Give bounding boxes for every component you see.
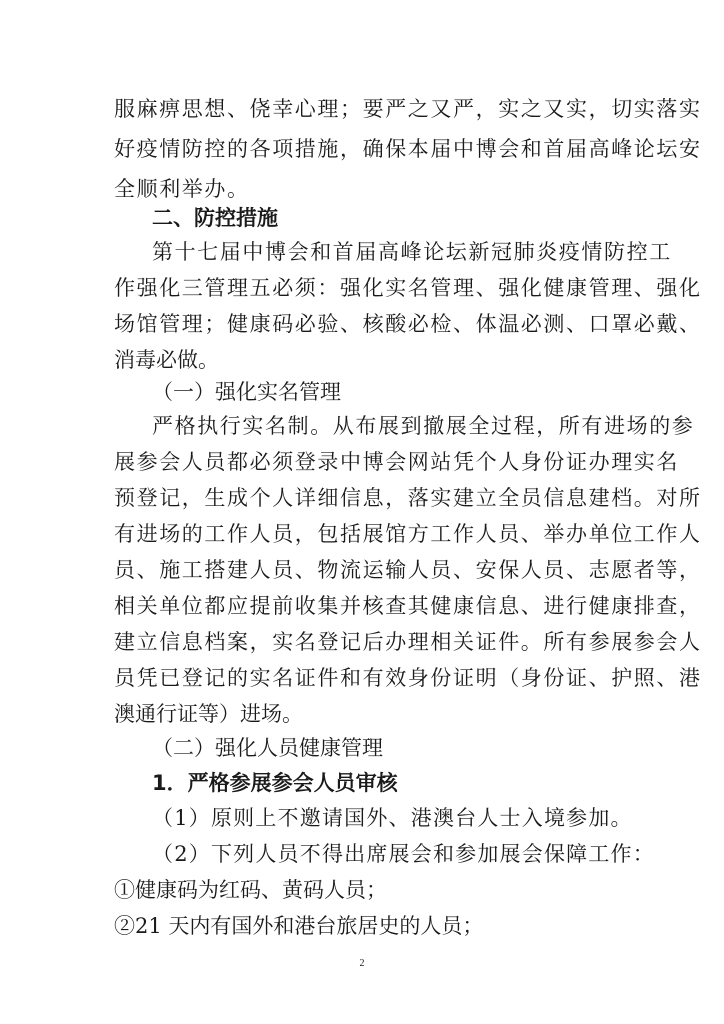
page-number: 2 (359, 958, 365, 969)
body-text-line: （1）原则上不邀请国外、港澳台人士入境参加。 (152, 806, 633, 830)
body-text-line: 第十七届中博会和首届高峰论坛新冠肺炎疫情防控工 (152, 240, 672, 264)
body-text-line: 相关单位都应提前收集并核查其健康信息、进行健康排查， (114, 594, 702, 618)
body-text-line: （2）下列人员不得出席展会和参加展会保障工作： (152, 842, 655, 866)
section-heading: 二、防控措施 (152, 206, 278, 230)
body-text-line: ②21 天内有国外和港台旅居史的人员； (114, 914, 484, 938)
body-text-line: ①健康码为红码、黄码人员； (114, 878, 387, 902)
body-text-line: 员、施工搭建人员、物流运输人员、安保人员、志愿者等， (114, 558, 702, 582)
subsection-heading: （二）强化人员健康管理 (152, 736, 383, 760)
body-text-line: 作强化三管理五必须：强化实名管理、强化健康管理、强化 (114, 276, 702, 300)
body-text-line: 严格执行实名制。从布展到撤展全过程，所有进场的参 (152, 414, 695, 438)
body-text-line: 消毒必做。 (114, 348, 219, 372)
body-text-line: 全顺利举办。 (114, 177, 250, 201)
item-heading: 1．严格参展参会人员审核 (152, 771, 398, 795)
body-text-line: 有进场的工作人员，包括展馆方工作人员、举办单位工作人 (114, 522, 702, 546)
body-text-line: 建立信息档案，实名登记后办理相关证件。所有参展参会人 (114, 630, 702, 654)
body-text-line: 好疫情防控的各项措施，确保本届中博会和首届高峰论坛安 (114, 137, 702, 161)
body-text-line: 服麻痹思想、侥幸心理；要严之又严，实之又实，切实落实 (114, 97, 702, 121)
body-text-line: 员凭已登记的实名证件和有效身份证明（身份证、护照、港 (114, 666, 702, 690)
body-text-line: 预登记，生成个人详细信息，落实建立全员信息建档。对所 (114, 486, 702, 510)
body-text-line: 场馆管理；健康码必验、核酸必检、体温必测、口罩必戴、 (114, 312, 702, 336)
subsection-heading: （一）强化实名管理 (152, 380, 341, 404)
body-text-line: 澳通行证等）进场。 (114, 702, 303, 726)
body-text-line: 展参会人员都必须登录中博会网站凭个人身份证办理实名 (114, 450, 679, 474)
